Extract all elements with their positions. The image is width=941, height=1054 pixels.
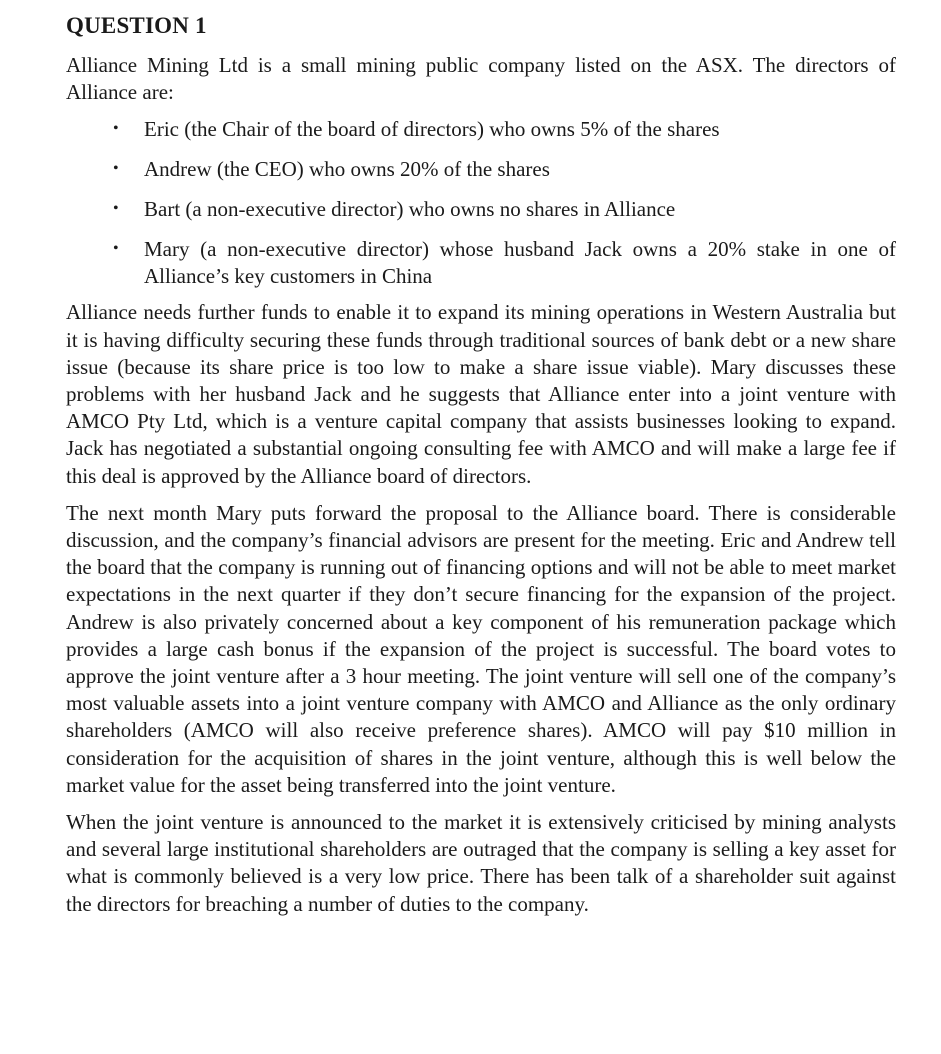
director-text: Bart (a non-executive director) who owns no shares in Alliance bbox=[144, 197, 676, 221]
director-item-bart bbox=[66, 196, 896, 223]
director-text: Andrew (the CEO) who owns 20% of the shares bbox=[144, 157, 550, 182]
bullet-icon: • bbox=[113, 120, 119, 138]
director-item-mary bbox=[66, 236, 896, 290]
question-heading: QUESTION 1 bbox=[66, 13, 207, 38]
director-item-andrew bbox=[66, 156, 896, 183]
question-document bbox=[66, 10, 896, 918]
bullet-icon: • bbox=[113, 239, 119, 257]
directors-list bbox=[66, 116, 896, 289]
intro-paragraph: Alliance Mining Ltd is a small mining public company listed on the ASX. The directors of Alliance are: bbox=[66, 53, 896, 105]
director-text: Eric (the Chair of the board of directors) who owns 5% of the shares bbox=[144, 117, 720, 142]
board-meeting-paragraph: The next month Mary puts forward the proposal to the Alliance board. There is considerable discussion, and the company’s financial advisors are present for the meeting. Eric and Andrew tell the board that the company is running out of financing options and will not be able to meet market expectations in the next quarter if they don’t secure financing for the expansion of the project. Andrew is also privately concerned about a key component of his remuneration package which provides a large cash bonus if the expansion of the project is successful. The board votes to approve the joint venture after a 3 hour meeting. The joint venture will sell one of the company’s most valuable assets into a joint venture company with AMCO and Alliance as the only ordinary shareholders (AMCO will also receive preference shares). AMCO will pay $10 million in consideration for the acquisition of shares in the joint venture, although this is well below the market value for the asset being transferred into the joint venture. bbox=[66, 500, 896, 797]
funding-paragraph: Alliance needs further funds to enable it to expand its mining operations in Western Australia but it is having difficulty securing these funds through traditional sources of bank debt or a new share issue (because its share price is too low to make a share issue viable). Mary discusses these problems with her husband Jack and he suggests that Alliance enter into a joint venture with AMCO Pty Ltd, which is a venture capital company that assists businesses looking to expand. Jack has negotiated a substantial ongoing consulting fee with AMCO and will make a large fee if this deal is approved by the Alliance board of directors. bbox=[66, 300, 896, 488]
director-item-eric bbox=[66, 116, 896, 143]
bullet-icon: • bbox=[113, 200, 119, 217]
director-text: Mary (a non-executive director) whose husband Jack owns a 20% stake in one of Alliance’s key customers in China bbox=[144, 236, 896, 288]
market-reaction-paragraph: When the joint venture is announced to the market it is extensively criticised by mining analysts and several large institutional shareholders are outraged that the company is selling a key asset for what is commonly believed is a very low price. There has been talk of a shareholder suit against the directors for breaching a number of duties to the company. bbox=[66, 810, 896, 916]
bullet-icon: • bbox=[113, 160, 119, 178]
